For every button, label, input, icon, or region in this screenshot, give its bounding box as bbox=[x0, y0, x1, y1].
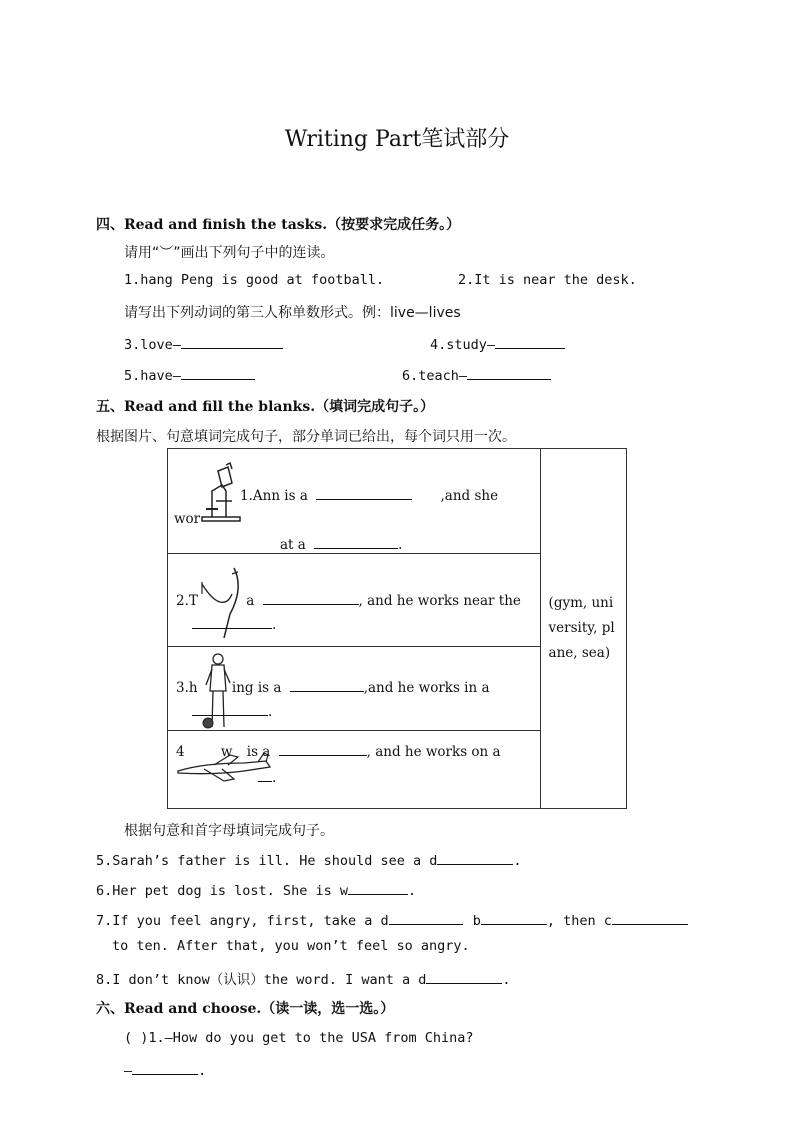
table-row-1 bbox=[168, 449, 541, 554]
row-3-line-2 bbox=[192, 701, 272, 720]
row-1-end: . bbox=[398, 537, 403, 553]
row-4-blank-2[interactable] bbox=[258, 767, 272, 782]
row-1-text-wor: wor bbox=[174, 511, 201, 527]
fill-table bbox=[167, 448, 627, 809]
row-3-text-a: 3.h bbox=[176, 680, 198, 696]
instruction-liaison: 请用“︶”画出下列句子中的连读。 bbox=[124, 245, 335, 261]
question-7-text-c: , then c bbox=[546, 913, 612, 929]
row-3-text-c: ,and he works in a bbox=[363, 680, 490, 696]
row-1-line-1 bbox=[240, 485, 498, 504]
row-2-text-c: , and he works near the bbox=[358, 593, 521, 609]
row-2-end: . bbox=[272, 617, 277, 633]
choice-question-1: ( )1.—How do you get to the USA from China? bbox=[124, 1030, 474, 1046]
question-7-text-a: 7.If you feel angry, first, take a d bbox=[96, 913, 389, 929]
answer-blank-7a[interactable] bbox=[389, 910, 463, 925]
row-1-text-a: 1.Ann is a bbox=[240, 488, 308, 504]
row-1-text-b: ,and she bbox=[440, 488, 499, 504]
question-5b bbox=[96, 850, 522, 869]
microscope-icon bbox=[196, 461, 246, 525]
row-4-text-c: is a bbox=[246, 744, 271, 760]
question-5b-end: . bbox=[513, 853, 522, 869]
question-7-line-2: to ten. After that, you won’t feel so angry. bbox=[112, 938, 470, 954]
row-4-text-d: , and he works on a bbox=[366, 744, 501, 760]
question-3-text: 3.love— bbox=[124, 337, 181, 353]
question-5 bbox=[124, 365, 255, 384]
question-6 bbox=[402, 365, 551, 384]
answer-blank-6b[interactable] bbox=[348, 880, 408, 895]
instruction-third-person: 请写出下列动词的第三人称单数形式。例：live—lives bbox=[124, 305, 461, 321]
row-4-text-b: w bbox=[220, 744, 233, 760]
row-4-end: . bbox=[272, 770, 277, 786]
row-3-text-b: ing is a bbox=[231, 680, 282, 696]
answer-blank-7b[interactable] bbox=[481, 910, 547, 925]
question-8-end: . bbox=[502, 972, 511, 988]
question-8 bbox=[96, 968, 510, 988]
row-1-line-2 bbox=[280, 534, 402, 553]
choice-answer-dash: — bbox=[124, 1063, 133, 1079]
answer-blank-4[interactable] bbox=[495, 334, 565, 349]
question-6b bbox=[96, 880, 416, 899]
row-2-blank-1[interactable] bbox=[263, 590, 359, 605]
options-cell bbox=[540, 449, 626, 809]
question-6-text: 6.teach— bbox=[402, 368, 468, 384]
row-4-line-1 bbox=[176, 741, 501, 760]
row-4-text-a: 4 bbox=[176, 744, 185, 760]
row-3-blank-1[interactable] bbox=[290, 677, 364, 692]
question-7 bbox=[96, 910, 688, 929]
question-4-text: 4.study— bbox=[430, 337, 496, 353]
question-3 bbox=[124, 334, 283, 353]
answer-blank-5[interactable] bbox=[181, 365, 255, 380]
answer-blank-6[interactable] bbox=[467, 365, 551, 380]
question-4 bbox=[430, 334, 565, 353]
question-5-text: 5.have— bbox=[124, 368, 181, 384]
row-2-text-a: 2.T bbox=[176, 593, 198, 609]
instruction-first-letter: 根据句意和首字母填词完成句子。 bbox=[124, 823, 334, 839]
question-6b-text: 6.Her pet dog is lost. She is w bbox=[96, 883, 348, 899]
question-5b-text: 5.Sarah’s father is ill. He should see a d bbox=[96, 853, 438, 869]
question-1: 1.hang Peng is good at football. bbox=[124, 272, 385, 288]
section-4-heading: 四、Read and finish the tasks.（按要求完成任务。） bbox=[96, 217, 461, 233]
row-2-line-1 bbox=[176, 590, 521, 609]
page-title: Writing Part笔试部分 bbox=[284, 127, 510, 152]
word-options: (gym, university, plane, sea) bbox=[548, 595, 615, 661]
answer-blank-3[interactable] bbox=[181, 334, 283, 349]
answer-blank-5b[interactable] bbox=[437, 850, 513, 865]
section-5-heading: 五、Read and fill the blanks.（填词完成句子。） bbox=[96, 399, 435, 415]
question-8-text: 8.I don’t know（认识）the word. I want a d bbox=[96, 972, 427, 988]
table-row-3 bbox=[168, 647, 541, 731]
question-2: 2.It is near the desk. bbox=[458, 272, 637, 288]
row-2-line-2 bbox=[192, 614, 276, 633]
table-row-4 bbox=[168, 731, 541, 809]
table-row-2 bbox=[168, 554, 541, 647]
row-3-blank-2[interactable] bbox=[192, 701, 268, 716]
row-4-line-2 bbox=[258, 767, 276, 786]
answer-blank-7c[interactable] bbox=[612, 910, 688, 925]
row-2-blank-2[interactable] bbox=[192, 614, 272, 629]
row-2-text-b: a bbox=[246, 593, 255, 609]
question-6b-end: . bbox=[407, 883, 417, 899]
choice-answer-1 bbox=[124, 1060, 206, 1079]
row-1-blank-2[interactable] bbox=[314, 534, 398, 549]
row-1-blank-1[interactable] bbox=[316, 485, 412, 500]
row-3-end: . bbox=[268, 704, 273, 720]
row-1-text-at: at a bbox=[280, 537, 306, 553]
answer-blank-8[interactable] bbox=[426, 969, 502, 984]
instruction-picture-fill: 根据图片、句意填词完成句子，部分单词已给出，每个词只用一次。 bbox=[96, 429, 516, 445]
question-7-text-b: b bbox=[472, 913, 481, 929]
section-6-heading: 六、Read and choose.（读一读，选一选。） bbox=[96, 1001, 395, 1017]
row-3-line-1 bbox=[176, 677, 490, 696]
choice-answer-end: . bbox=[198, 1063, 207, 1079]
choice-answer-blank-1[interactable] bbox=[132, 1060, 198, 1075]
row-4-blank-1[interactable] bbox=[279, 741, 367, 756]
